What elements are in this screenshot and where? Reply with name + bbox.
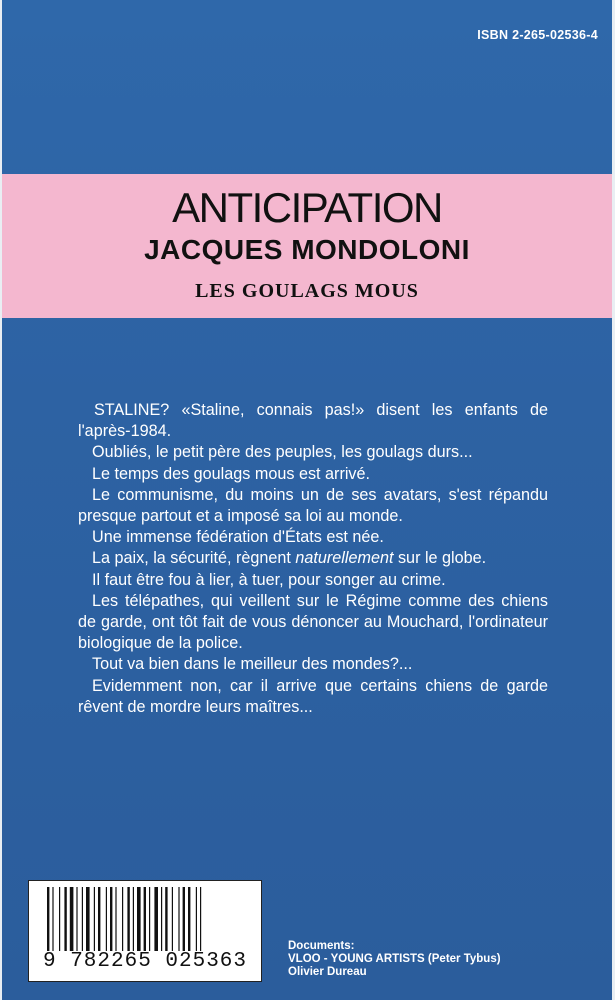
blurb-paragraph: Tout va bien dans le meilleur des mondes?...: [92, 655, 413, 674]
barcode: [28, 880, 262, 982]
blurb-text-run: sur le globe.: [393, 549, 487, 568]
blurb-paragraph: Le temps des goulags mous est arrivé.: [92, 464, 371, 483]
credits-heading: Documents:: [288, 940, 355, 952]
blurb-paragraph: Les télépathes, qui veillent sur le Régime comme des chiens de garde, ont tôt fait de vous dénoncer au Mouchard, l'ordinateur biologique de la police.: [78, 591, 548, 653]
blurb-paragraph: Il faut être fou à lier, à tuer, pour songer au crime.: [92, 570, 446, 589]
blurb-paragraph: Une immense fédération d'États est née.: [92, 528, 384, 547]
book-title: LES GOULAGS MOUS: [195, 280, 419, 302]
blurb-paragraph: STALINE? «Staline, connais pas!» disent les enfants de l'après-1984.: [78, 401, 548, 441]
credits-line: Olivier Dureau: [288, 966, 367, 978]
blurb-paragraph: Le communisme, du moins un de ses avatars, s'est répandu presque partout et a imposé sa loi au monde.: [78, 485, 548, 526]
blurb-italic-word: naturellement: [295, 549, 394, 568]
collection-name: ANTICIPATION: [172, 184, 442, 231]
author-name: JACQUES MONDOLONI: [144, 234, 470, 265]
blurb-paragraph: Oubliés, le petit père des peuples, les goulags durs...: [92, 443, 473, 462]
barcode-bars: [47, 887, 247, 951]
barcode-number: 9 782265 025363: [42, 950, 248, 973]
blurb-paragraph: [78, 548, 548, 569]
blurb-text: [78, 400, 548, 718]
credits-line: VLOO - YOUNG ARTISTS (Peter Tybus): [288, 953, 501, 965]
blurb-paragraph: Evidemment non, car il arrive que certains chiens de garde rêvent de mordre leurs maîtres...: [78, 676, 548, 716]
photo-credits: [288, 940, 501, 979]
blurb-text-run: La paix, la sécurité, règnent: [92, 549, 296, 568]
title-band: [2, 174, 612, 318]
isbn-label: ISBN 2-265-02536-4: [477, 28, 598, 42]
